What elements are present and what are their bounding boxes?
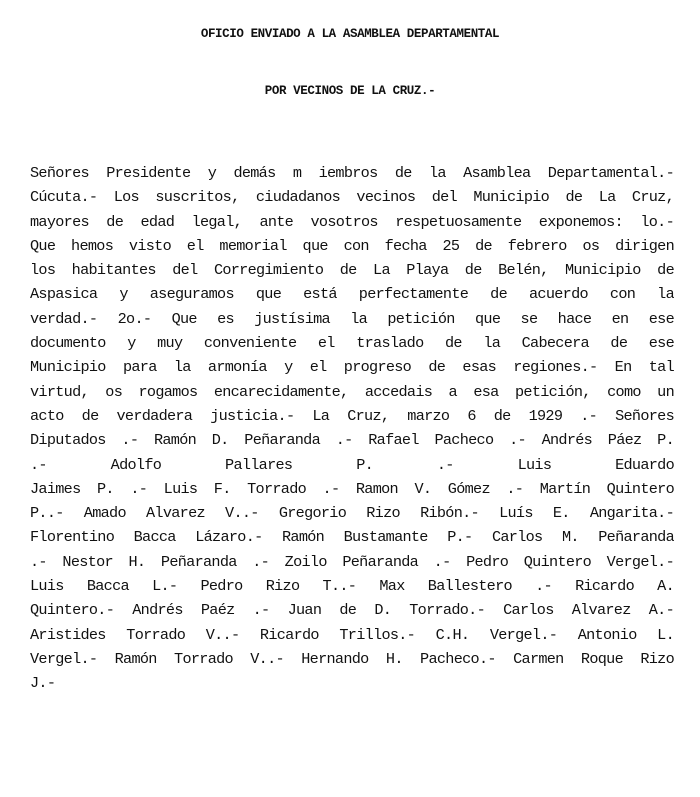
document-body xyxy=(30,161,674,696)
body-line: virtud, os rogamos encarecidamente, accedais a esa petición, como un xyxy=(30,382,674,401)
body-line: Vergel.- Ramón Torrado V..- Hernando H. Pacheco.- Carmen Roque Rizo xyxy=(30,649,674,668)
body-line: .- Adolfo Pallares P. .- Luis Eduardo xyxy=(30,455,674,474)
body-line: mayores de edad legal, ante vosotros respetuosamente exponemos: lo.- xyxy=(30,212,674,231)
body-line: Aristides Torrado V..- Ricardo Trillos.- C.H. Vergel.- Antonio L. xyxy=(30,625,674,644)
document-title: OFICIO ENVIADO A LA ASAMBLEA DEPARTAMENTAL xyxy=(200,27,500,41)
body-line: Luis Bacca L.- Pedro Rizo T..- Max Ballestero .- Ricardo A. xyxy=(30,577,674,596)
body-line: P..- Amado Alvarez V..- Gregorio Rizo Ribón.- Luís E. Angarita.- xyxy=(30,504,674,523)
body-line: los habitantes del Corregimiento de La Playa de Belén, Municipio de xyxy=(30,261,674,280)
body-line: Florentino Bacca Lázaro.- Ramón Bustamante P.- Carlos M. Peñaranda xyxy=(30,528,674,547)
body-line: verdad.- 2o.- Que es justísima la petición que se hace en ese xyxy=(30,309,674,328)
body-line: Jaimes P. .- Luis F. Torrado .- Ramon V. Gómez .- Martín Quintero xyxy=(30,479,674,498)
body-line: Cúcuta.- Los suscritos, ciudadanos vecinos del Municipio de La Cruz, xyxy=(30,188,674,207)
body-line: documento y muy conveniente el traslado de la Cabecera de ese xyxy=(30,334,674,353)
body-line: J.- xyxy=(30,674,56,693)
body-line: Que hemos visto el memorial que con fecha 25 de febrero os dirigen xyxy=(30,236,674,255)
body-line: Quintero.- Andrés Paéz .- Juan de D. Torrado.- Carlos Alvarez A.- xyxy=(30,601,674,620)
body-line: Señores Presidente y demás m iembros de la Asamblea Departamental.- xyxy=(30,164,674,182)
document-subtitle: POR VECINOS DE LA CRUZ.- xyxy=(264,84,436,98)
body-line: Municipio para la armonía y el progreso de esas regiones.- En tal xyxy=(30,358,674,377)
body-line: Aspasica y aseguramos que está perfectamente de acuerdo con la xyxy=(30,285,674,304)
body-line: acto de verdadera justicia.- La Cruz, marzo 6 de 1929 .- Señores xyxy=(30,406,674,425)
body-line: .- Nestor H. Peñaranda .- Zoilo Peñaranda .- Pedro Quintero Vergel.- xyxy=(30,552,674,571)
body-line: Diputados .- Ramón D. Peñaranda .- Rafael Pacheco .- Andrés Páez P. xyxy=(30,431,674,450)
